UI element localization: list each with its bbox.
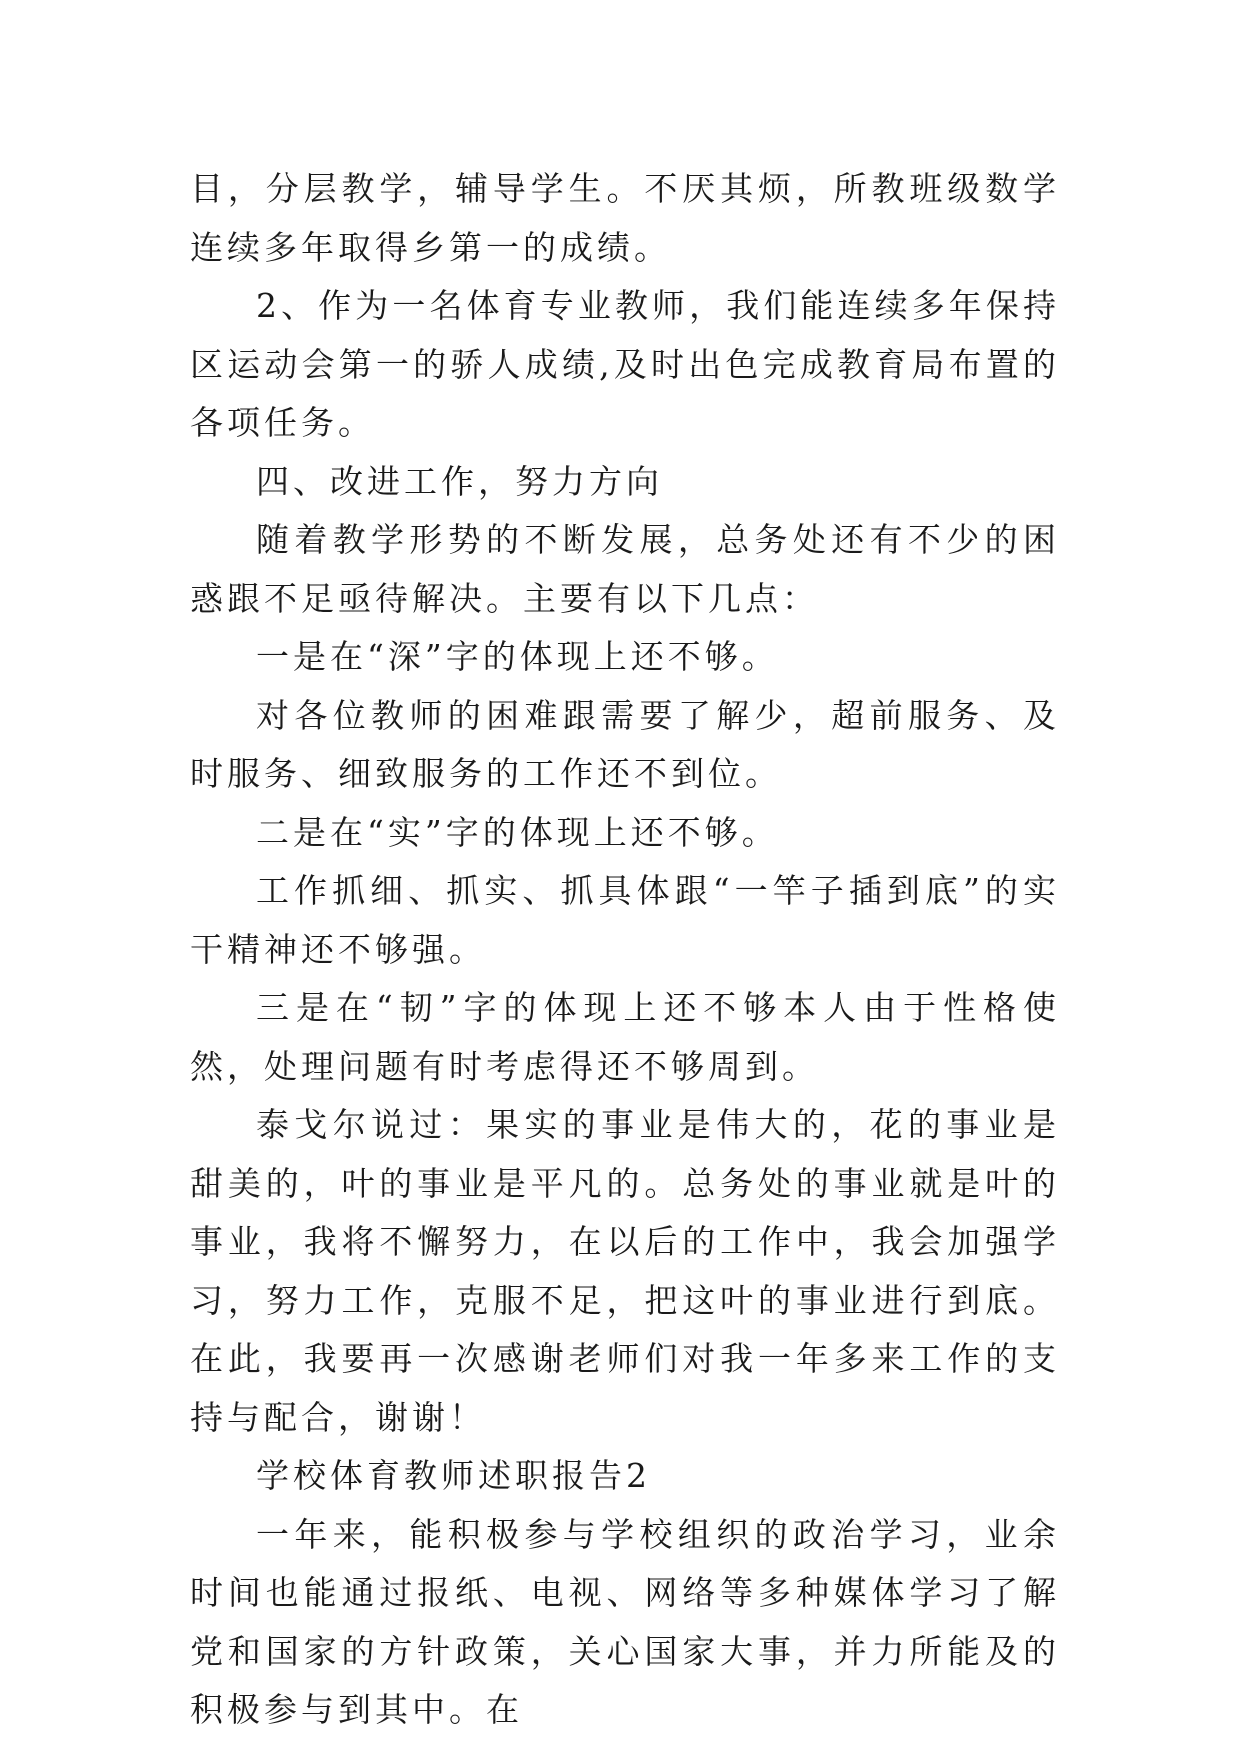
section-heading: 四、改进工作，努力方向 <box>256 461 663 501</box>
paragraph: 对各位教师的困难跟需要了解少，超前服务、及时服务、细致服务的工作还不到位。 <box>190 695 1060 793</box>
paragraph: 泰戈尔说过：果实的事业是伟大的，花的事业是甜美的，叶的事业是平凡的。总务处的事业就是叶的事业，我将不懈努力，在以后的工作中，我会加强学习，努力工作，克服不足，把这叶的事业进行到底。在此，我要再一次感谢老师们对我一年多来工作的支持与配合，谢谢！ <box>190 1105 1060 1437</box>
report-title: 学校体育教师述职报告2 <box>256 1456 651 1495</box>
paragraph: 目，分层教学，辅导学生。不厌其烦，所教班级数学连续多年取得乡第一的成绩。 <box>190 169 1060 267</box>
paragraph: 随着教学形势的不断发展，总务处还有不少的困惑跟不足亟待解决。主要有以下几点： <box>190 520 1060 618</box>
paragraph: 三是在“韧”字的体现上还不够本人由于性格使然，处理问题有时考虑得还不够周到。 <box>190 988 1060 1086</box>
document-body <box>190 160 1060 1740</box>
paragraph: 2、作为一名体育专业教师，我们能连续多年保持区运动会第一的骄人成绩,及时出色完成教育局布置的各项任务。 <box>190 286 1060 442</box>
paragraph: 一年来，能积极参与学校组织的政治学习，业余时间也能通过报纸、电视、网络等多种媒体学习了解党和国家的方针政策，关心国家大事，并力所能及的积极参与到其中。在 <box>190 1514 1060 1729</box>
paragraph: 工作抓细、抓实、抓具体跟“一竿子插到底”的实干精神还不够强。 <box>190 871 1060 969</box>
paragraph: 二是在“实”字的体现上还不够。 <box>256 812 779 852</box>
paragraph: 一是在“深”字的体现上还不够。 <box>256 637 779 676</box>
